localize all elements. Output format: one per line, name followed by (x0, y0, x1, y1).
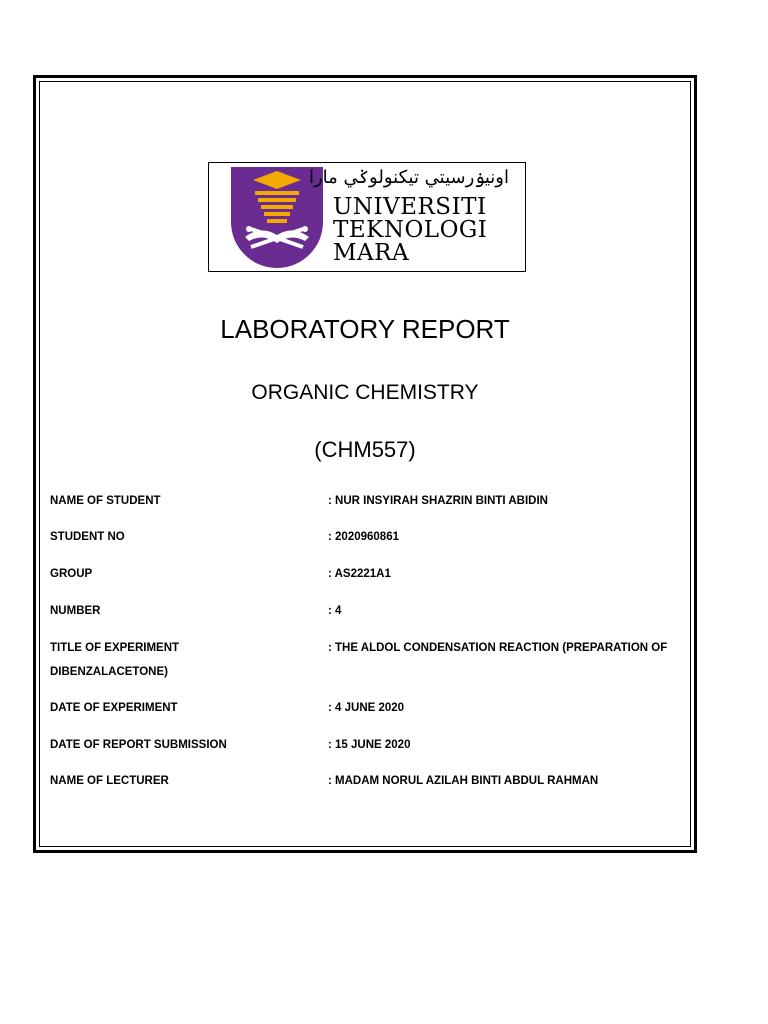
university-logo (208, 162, 526, 272)
detail-value-continuation: DIBENZALACETONE) (50, 666, 168, 678)
detail-label: NAME OF STUDENT (50, 495, 161, 507)
detail-value: : THE ALDOL CONDENSATION REACTION (PREPARATION OF (328, 642, 668, 654)
detail-label: DATE OF REPORT SUBMISSION (50, 739, 227, 751)
detail-label: GROUP (50, 568, 93, 580)
detail-value: : AS2221A1 (328, 568, 391, 580)
detail-value: : 4 (328, 605, 342, 617)
logo-line-teknologi: TEKNOLOGI (333, 217, 488, 243)
detail-label: DATE OF EXPERIMENT (50, 702, 178, 714)
detail-label: STUDENT NO (50, 531, 125, 543)
logo-line-universiti: UNIVERSITI (333, 194, 487, 220)
detail-label: NAME OF LECTURER (50, 775, 169, 787)
detail-value: : 4 JUNE 2020 (328, 702, 405, 714)
detail-value: : NUR INSYIRAH SHAZRIN BINTI ABIDIN (328, 495, 548, 507)
detail-value: : MADAM NORUL AZILAH BINTI ABDUL RAHMAN (328, 775, 599, 787)
subject-heading: ORGANIC CHEMISTRY (251, 381, 479, 404)
logo-jawi-text: اونيۏرسيتي تيكنولوݢي مارا (308, 167, 509, 188)
detail-value: : 15 JUNE 2020 (328, 739, 411, 751)
course-code: (CHM557) (314, 437, 416, 462)
detail-label: NUMBER (50, 605, 101, 617)
logo-line-mara: MARA (333, 240, 410, 266)
report-heading: LABORATORY REPORT (220, 314, 510, 344)
detail-value: : 2020960861 (328, 531, 399, 543)
detail-label: TITLE OF EXPERIMENT (50, 642, 180, 654)
